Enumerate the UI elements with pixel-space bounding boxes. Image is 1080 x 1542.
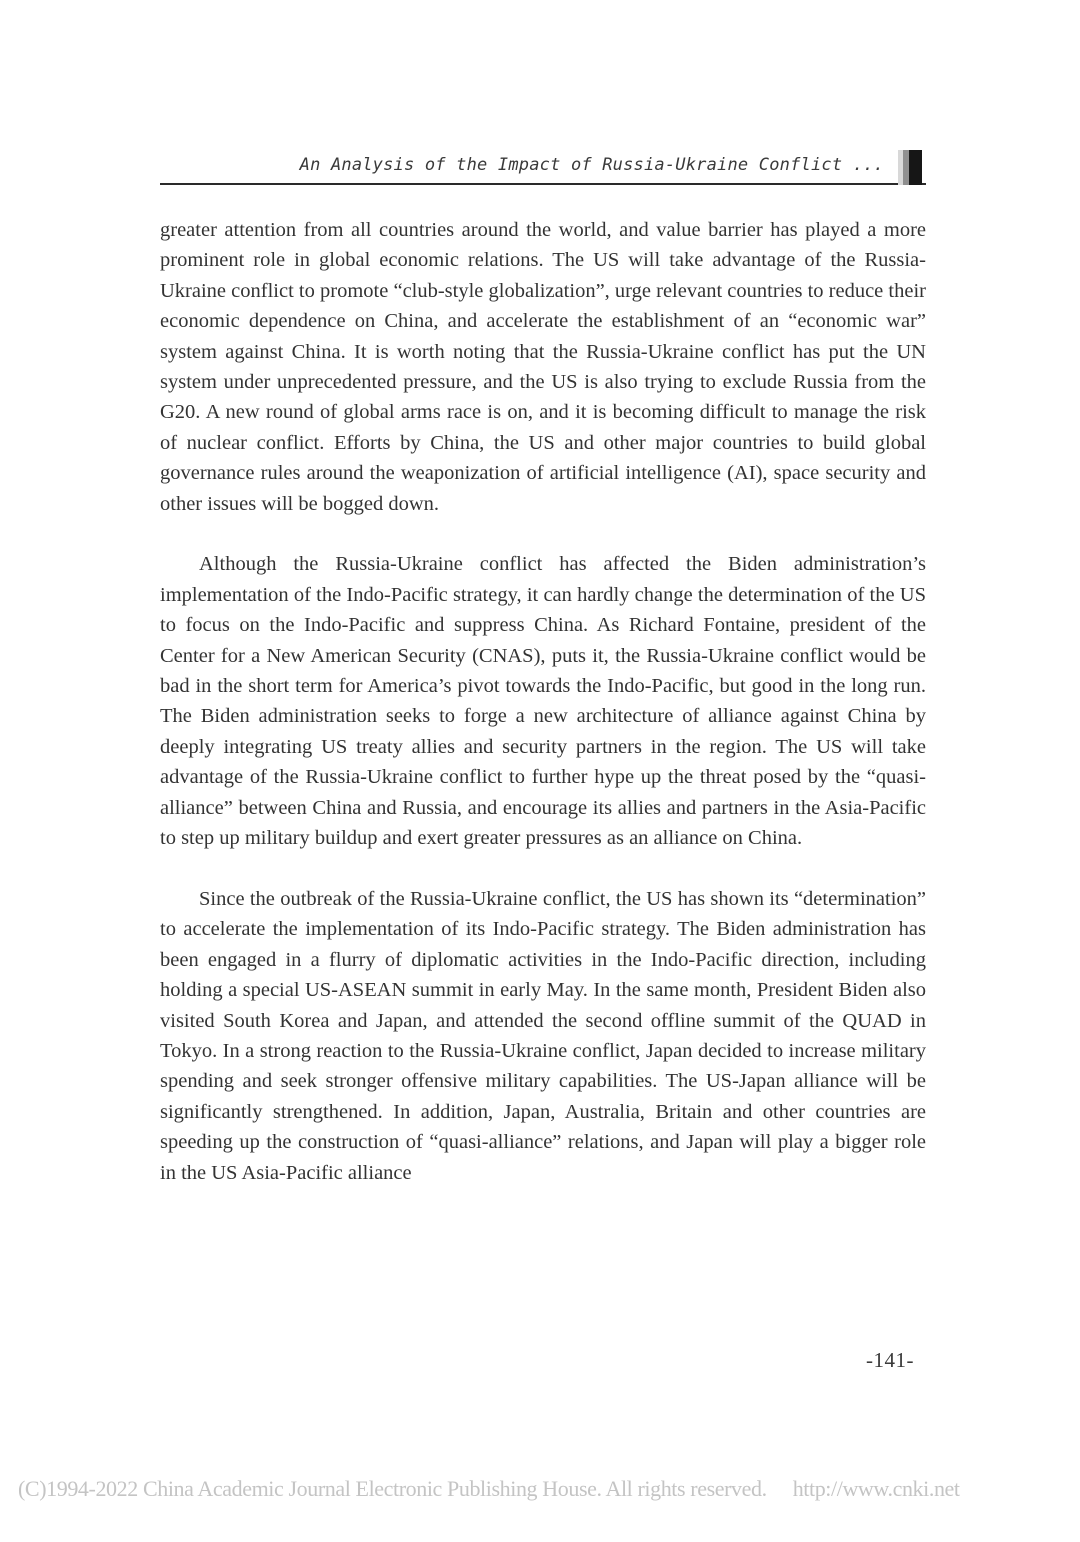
running-title: An Analysis of the Impact of Russia-Ukraine Conflict ... [299, 155, 884, 175]
cnki-url: http://www.cnki.net [792, 1476, 960, 1501]
copyright-watermark [18, 1476, 1080, 1502]
paragraph-3: Since the outbreak of the Russia-Ukraine conflict, the US has shown its “determination” to accelerate the implementation of its Indo-Pacific strategy. The Biden administration has been engaged in a flurry of diplomatic activities in the Indo-Pacific direction, including holding a special US-ASEAN summit in early May. In the same month, President Biden also visited South Korea and Japan, and attended the second offline summit of the QUAD in Tokyo. In a strong reaction to the Russia-Ukraine conflict, Japan decided to increase military spending and seek stronger offensive military capabilities. The US-Japan alliance will be significantly strengthened. In addition, Japan, Australia, Britain and other countries are speeding up the construction of “quasi-alliance” relations, and Japan will play a bigger role in the US Asia-Pacific alliance [160, 887, 926, 1184]
paragraph-2: Although the Russia-Ukraine conflict has affected the Biden administration’s implementation of the Indo-Pacific strategy, it can hardly change the determination of the US to focus on the Indo-Pacific and suppress China. As Richard Fontaine, president of the Center for a New American Security (CNAS), puts it, the Russia-Ukraine conflict would be bad in the short term for America’s pivot towards the Indo-Pacific, but good in the long run. The Biden administration seeks to forge a new architecture of alliance against China by deeply integrating US treaty allies and security partners in the region. The US will take advantage of the Russia-Ukraine conflict to further hype up the threat posed by the “quasi-alliance” between China and Russia, and encourage its allies and partners in the Asia-Pacific to step up military buildup and exert greater pressures as an alliance on China. [160, 553, 926, 850]
header-ornament-icon [898, 150, 926, 185]
ornament-dark-bar [909, 150, 922, 185]
page-number: -141- [866, 1348, 914, 1372]
copyright-text: (C)1994-2022 China Academic Journal Electronic Publishing House. All rights reserved. [18, 1476, 767, 1501]
running-header [160, 150, 926, 185]
body-text [160, 215, 926, 1188]
paragraph-1: greater attention from all countries around the world, and value barrier has played a more prominent role in global economic relations. The US will take advantage of the Russia-Ukraine conflict to promote “club-style globalization”, urge relevant countries to reduce their economic dependence on China, and accelerate the establishment of an “economic war” system against China. It is worth noting that the Russia-Ukraine conflict has put the UN system under unprecedented pressure, and the US is also trying to exclude Russia from the G20. A new round of global arms race is on, and it is becoming difficult to manage the risk of nuclear conflict. Efforts by China, the US and other major countries to build global governance rules around the weaponization of artificial intelligence (AI), space security and other issues will be bogged down. [160, 219, 926, 515]
header-rule [160, 183, 926, 185]
